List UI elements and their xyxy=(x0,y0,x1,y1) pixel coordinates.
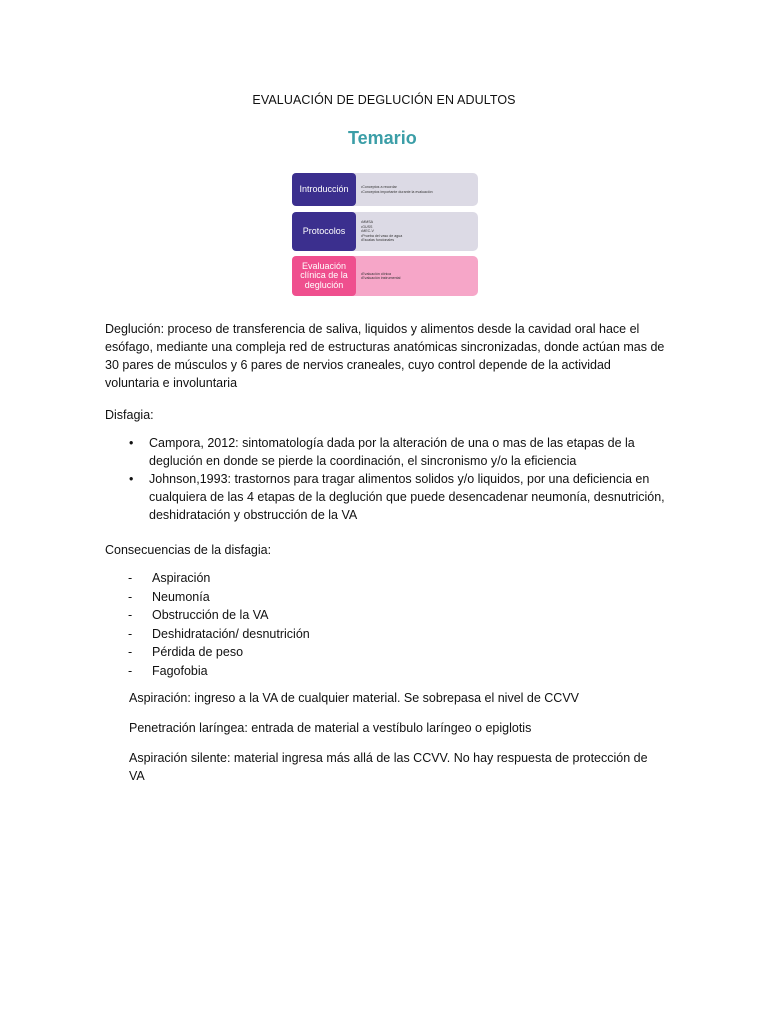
temario-bullet: • Evaluación clínica xyxy=(361,272,474,276)
temario-chip-evaluacion: Evaluación clínica de la deglución xyxy=(292,256,356,296)
temario-bullet: • Conceptos importante durante la evaluación xyxy=(361,190,474,194)
temario-bullet: • Prueba del vaso de agua xyxy=(361,234,474,238)
temario-row-protocolos xyxy=(292,212,478,251)
temario-bullet: • MEC-V xyxy=(361,229,474,233)
temario-chip-protocolos: Protocolos xyxy=(292,212,356,251)
list-item: - Pérdida de peso xyxy=(128,643,310,662)
list-item: - Neumonía xyxy=(128,588,310,607)
definition-aspiracion-silente: Aspiración silente: material ingresa más allá de las CCVV. No hay respuesta de protección de VA xyxy=(129,751,648,783)
list-item: - Obstrucción de la VA xyxy=(128,606,310,625)
temario-bullet: • GUSS xyxy=(361,225,474,229)
temario-bullets-evaluacion xyxy=(361,256,474,296)
temario-bullets-protocolos xyxy=(361,212,474,251)
document-title: EVALUACIÓN DE DEGLUCIÓN EN ADULTOS xyxy=(252,93,516,107)
temario-bullet: • Evaluación instrumental xyxy=(361,276,474,280)
list-item: - Deshidratación/ desnutrición xyxy=(128,625,310,644)
disfagia-heading: Disfagia: xyxy=(105,408,154,422)
temario-row-evaluacion xyxy=(292,256,478,296)
definition-aspiracion: Aspiración: ingreso a la VA de cualquier material. Se sobrepasa el nivel de CCVV xyxy=(129,691,580,705)
temario-bullet: • MMSA xyxy=(361,220,474,224)
temario-chip-introduccion: Introducción xyxy=(292,173,356,206)
deglucion-paragraph: Deglución: proceso de transferencia de saliva, liquidos y alimentos desde la cavidad oral hace el esófago, mediante una compleja red de estructuras anatómicas sincronizadas, donde actúan mas de 30 pares de músculos y 6 pares de nervios craneales, cuyo control depende de la actividad voluntaria e involuntaria xyxy=(105,322,665,390)
list-item: • Campora, 2012: sintomatología dada por la alteración de una o mas de las etapas de la deglución en donde se pierde la coordinación, el sincronismo y/o la eficiencia xyxy=(105,434,665,470)
temario-bullets-introduccion xyxy=(361,173,474,206)
list-item: - Fagofobia xyxy=(128,662,310,681)
temario-row-introduccion xyxy=(292,173,478,206)
temario-bullet: • Escalas funcionales xyxy=(361,238,474,242)
list-item: - Aspiración xyxy=(128,569,310,588)
consecuencias-heading: Consecuencias de la disfagia: xyxy=(105,543,272,557)
definition-penetracion: Penetración laríngea: entrada de material a vestíbulo laríngeo o epiglotis xyxy=(129,721,532,735)
temario-heading: Temario xyxy=(348,128,417,148)
temario-bullet: • Conceptos a recordar xyxy=(361,185,474,189)
disfagia-list xyxy=(105,434,665,524)
consecuencias-list xyxy=(128,569,310,681)
list-item: • Johnson,1993: trastornos para tragar alimentos solidos y/o liquidos, por una deficiencia en cualquiera de las 4 etapas de la deglución que puede desencadenar neumonía, desnutrición, deshidratación y obstrucción de la VA xyxy=(105,470,665,524)
